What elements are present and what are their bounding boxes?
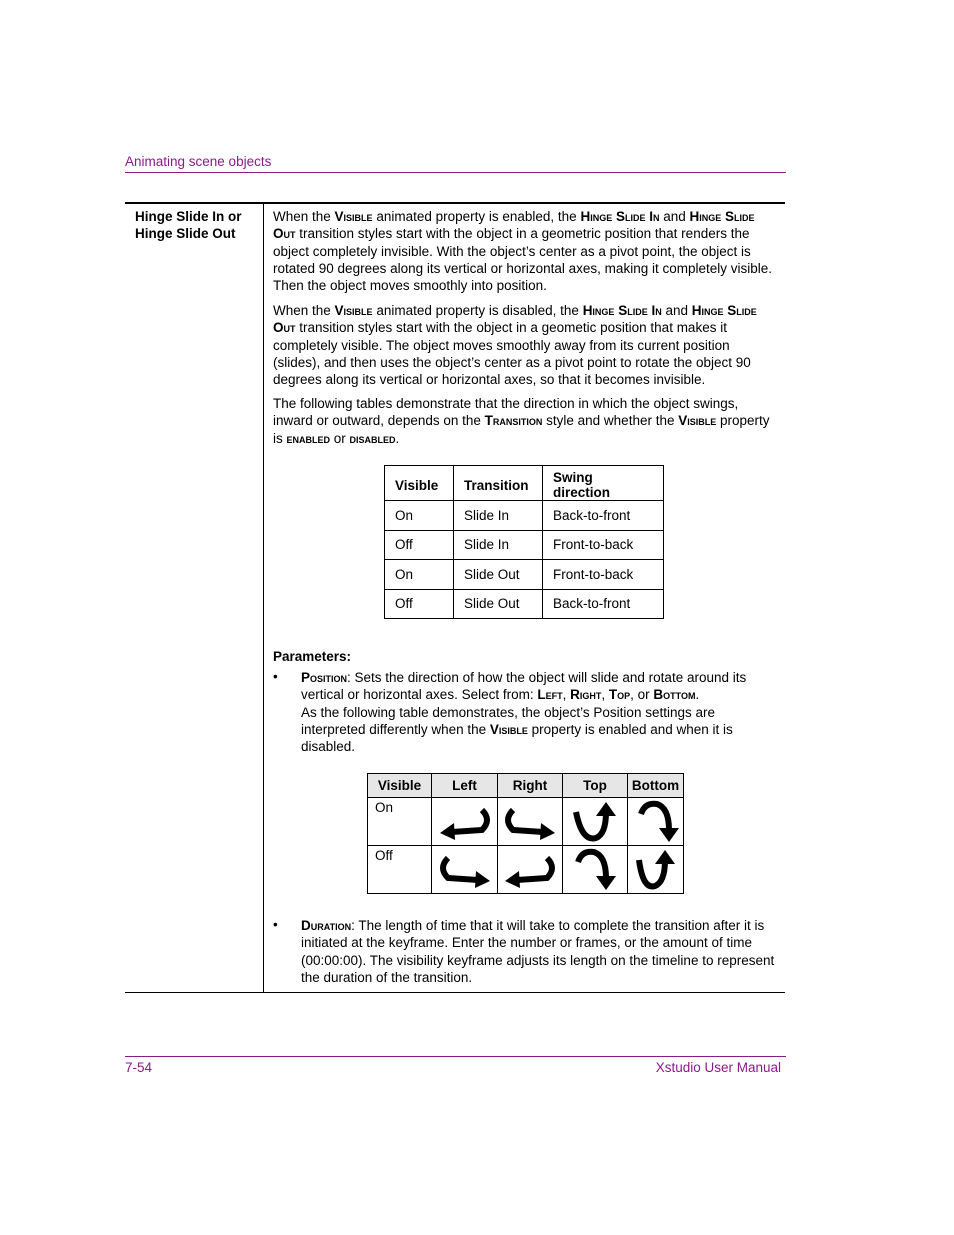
table-cell: Front-to-back [543, 560, 664, 590]
arrow-hook-right-icon [432, 846, 498, 894]
column-header: Top [563, 774, 628, 798]
table-cell: Slide Out [454, 560, 543, 590]
page-number: 7-54 [125, 1060, 153, 1075]
manual-title: Xstudio User Manual [655, 1060, 781, 1075]
table-cell: Back-to-front [543, 501, 664, 531]
column-header: Transition [454, 466, 543, 501]
table-cell: Front-to-back [543, 530, 664, 560]
term-label: Hinge Slide In or Hinge Slide Out [135, 209, 242, 241]
duration-parameter: Duration: The length of time that it will take to complete the transition after it is initiated at the keyframe. Enter the number or frames, or the amount of time (00:00:00). The visibility keyframe adjusts its length on the timeline to represent the duration of the transition. [301, 918, 775, 985]
table-cell: Slide In [454, 530, 543, 560]
table-header-row [385, 466, 664, 501]
column-header: Swing direction [543, 466, 664, 501]
arrow-curve-up-icon [563, 798, 628, 846]
table-cell: Slide Out [454, 589, 543, 619]
table-header-row [368, 774, 684, 798]
arrow-hook-right-icon [498, 798, 563, 846]
bullet: • [273, 669, 278, 684]
position-parameter: Position: Sets the direction of how the object will slide and rotate around its vertical or horizontal axes. Select from: Left, Right, Top, or Bottom. As the following table demonstrates, the object’s Position settings are interpreted differently when the Visible property is enabled and when it is disabled. [301, 670, 747, 755]
arrow-hook-left-icon [432, 798, 498, 846]
column-header: Left [432, 774, 498, 798]
table-cell: On [385, 560, 454, 590]
column-header: Right [498, 774, 563, 798]
bullet: • [273, 917, 278, 932]
table-row [385, 560, 664, 590]
row-label: On [368, 798, 432, 846]
running-header: Animating scene objects [125, 154, 272, 169]
table-row [385, 530, 664, 560]
paragraph-enabled: When the Visible animated property is enabled, the Hinge Slide In and Hinge Slide Out transition styles start with the object in a geometric position that renders the object completely invisible. With the object’s center as a pivot point, the object is rotated 90 degrees along its vertical or horizontal axes, making it completely visible. Then the object moves smoothly into position. [273, 209, 772, 294]
arrow-curve-down-icon [628, 798, 684, 846]
table-bottom-rule [125, 992, 785, 993]
parameters-heading: Parameters: [273, 649, 352, 664]
column-header: Visible [368, 774, 432, 798]
arrow-hook-left-icon [498, 846, 563, 894]
column-header: Visible [385, 466, 454, 501]
table-row [385, 501, 664, 531]
table-top-rule [125, 202, 785, 204]
table-cell: Off [385, 530, 454, 560]
column-header: Bottom [628, 774, 684, 798]
table-cell: On [385, 501, 454, 531]
header-rule [125, 172, 786, 173]
table-row [385, 589, 664, 619]
paragraph-disabled: When the Visible animated property is disabled, the Hinge Slide In and Hinge Slide Out transition styles start with the object in a geometic position that makes it completely visible. The object moves smoothly away from its current position (slides), and then uses the object’s center as a pivot point to rotate the object 90 degrees along its vertical or horizontal axes, so that it becomes invisible. [273, 303, 757, 388]
footer-rule [125, 1056, 786, 1057]
row-label: Off [368, 846, 432, 894]
swing-direction-table [384, 465, 664, 619]
position-arrows-table [367, 773, 684, 894]
table-cell: Back-to-front [543, 589, 664, 619]
arrow-curve-down-icon [563, 846, 628, 894]
paragraph-tables-intro: The following tables demonstrate that the direction in which the object swings, inward or outward, depends on the Transition style and whether the Visible property is enabled or disabled. [273, 396, 770, 446]
table-cell: Slide In [454, 501, 543, 531]
arrow-curve-up-icon [628, 846, 684, 894]
column-separator [263, 204, 264, 993]
table-row [368, 798, 684, 846]
table-cell: Off [385, 589, 454, 619]
table-row [368, 846, 684, 894]
